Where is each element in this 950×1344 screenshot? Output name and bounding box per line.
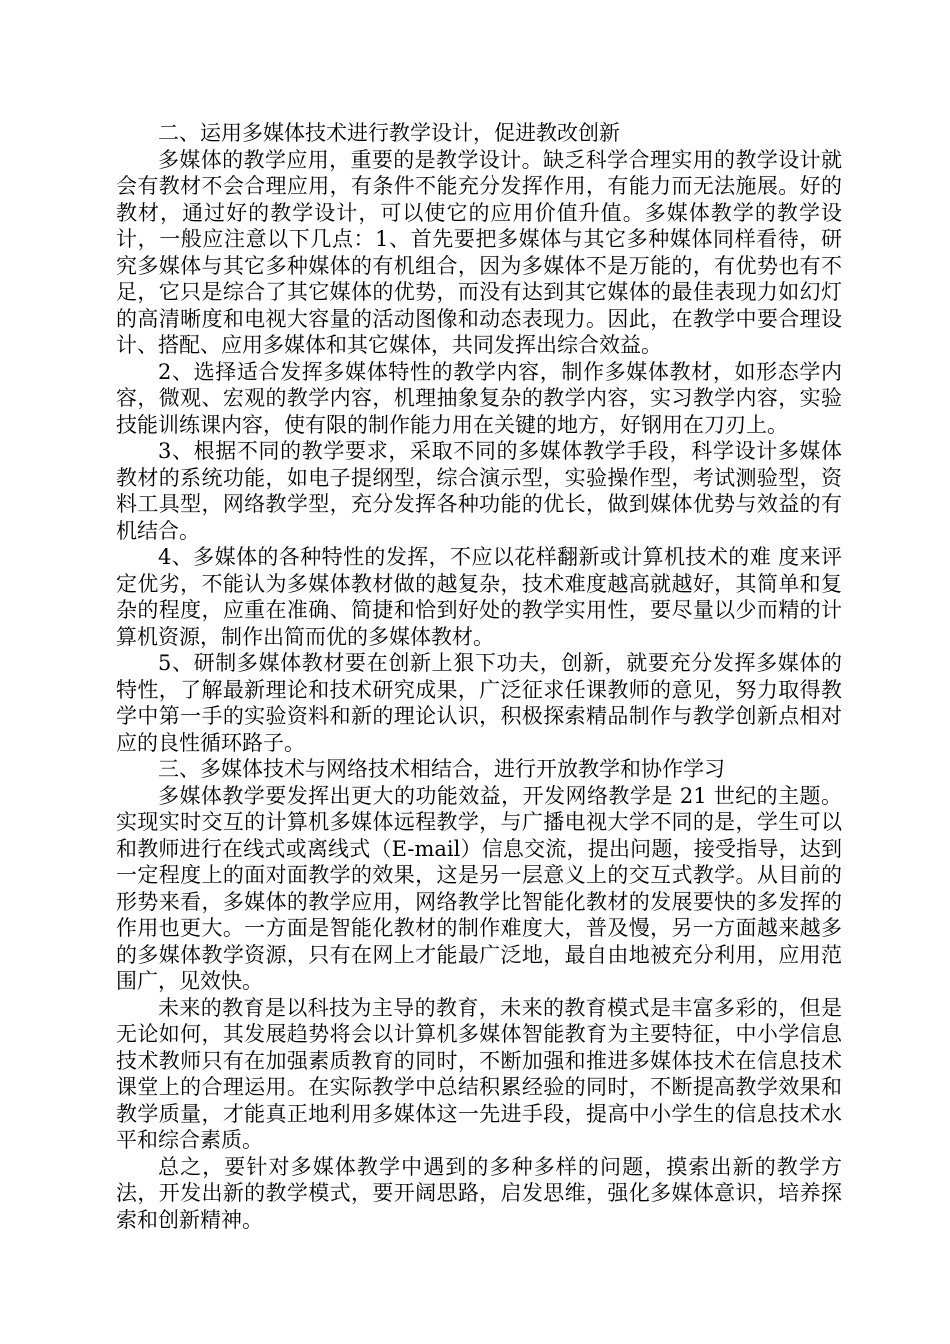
paragraph-conclusion: 总之，要针对多媒体教学中遇到的多种多样的问题，摸索出新的教学方法，开发出新的教学模式，要开阔思路，启发思维，强化多媒体意识，培养探索和创新精神。: [116, 1154, 842, 1232]
section-heading-3: 三、多媒体技术与网络技术相结合，进行开放教学和协作学习: [158, 757, 725, 781]
document-page: [116, 120, 842, 1233]
paragraph-future-education: 未来的教育是以科技为主导的教育，未来的教育模式是丰富多彩的，但是无论如何，其发展趋势将会以计算机多媒体智能教育为主要特征，中小学信息技术教师只有在加强素质教育的同时，不断加强和推进多媒体技术在信息技术课堂上的合理运用。在实际教学中总结积累经验的同时，不断提高教学效果和教学质量，才能真正地利用多媒体这一先进手段，提高中小学生的信息技术水平和综合素质。: [116, 995, 842, 1152]
paragraph-point-2: 2、选择适合发挥多媒体特性的教学内容，制作多媒体教材，如形态学内容，微观、宏观的教学内容，机理抽象复杂的教学内容，实习教学内容，实验技能训练课内容，使有限的制作能力用在关键的地方，好钢用在刀刃上。: [116, 359, 842, 437]
paragraph-point-5: 5、研制多媒体教材要在创新上狠下功夫，创新，就要充分发挥多媒体的特性，了解最新理论和技术研究成果，广泛征求任课教师的意见，努力取得教学中第一手的实验资料和新的理论认识，积极探索精品制作与教学创新点相对应的良性循环路子。: [116, 651, 842, 755]
paragraph-teaching-design: 多媒体的教学应用，重要的是教学设计。缺乏科学合理实用的教学设计就会有教材不会合理应用，有条件不能充分发挥作用，有能力而无法施展。好的教材，通过好的教学设计，可以使它的应用价值升值。多媒体教学的教学设计，一般应注意以下几点：1、首先要把多媒体与其它多种媒体同样看待，研究多媒体与其它多种媒体的有机组合，因为多媒体不是万能的，有优势也有不足，它只是综合了其它媒体的优势，而没有达到其它媒体的最佳表现力如幻灯的高清晰度和电视大容量的活动图像和动态表现力。因此，在教学中要合理设计、搭配、应用多媒体和其它媒体，共同发挥出综合效益。: [116, 147, 842, 357]
section-heading-2: 二、运用多媒体技术进行教学设计，促进教改创新: [158, 121, 620, 145]
paragraph-network-teaching: 多媒体教学要发挥出更大的功能效益，开发网络教学是 21 世纪的主题。实现实时交互的计算机多媒体远程教学，与广播电视大学不同的是，学生可以和教师进行在线式或离线式（E-mail）信息交流，提出问题，接受指导，达到一定程度上的面对面教学的效果，这是另一层意义上的交互式教学。从目前的形势来看，多媒体的教学应用，网络教学比智能化教材的发展要快的多发挥的作用也更大。一方面是智能化教材的制作难度大，普及慢，另一方面越来越多的多媒体教学资源，只有在网上才能最广泛地，最自由地被充分利用，应用范围广，见效快。: [116, 783, 842, 993]
paragraph-point-3: 3、根据不同的教学要求，采取不同的多媒体教学手段，科学设计多媒体教材的系统功能，如电子提纲型，综合演示型，实验操作型，考试测验型，资料工具型，网络教学型，充分发挥各种功能的优长，做到媒体优势与效益的有机结合。: [116, 439, 842, 543]
paragraph-point-4: 4、多媒体的各种特性的发挥，不应以花样翻新或计算机技术的难 度来评定优劣，不能认为多媒体教材做的越复杂，技术难度越高就越好，其简单和复杂的程度，应重在准确、简捷和恰到好处的教学实用性，要尽量以少而精的计算机资源，制作出简而优的多媒体教材。: [116, 545, 842, 649]
